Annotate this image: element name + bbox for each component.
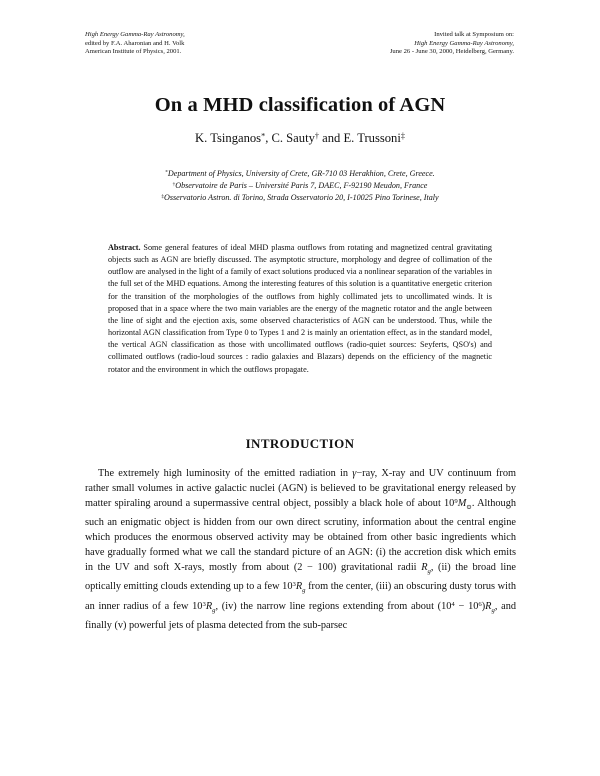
affiliation-text: Osservatorio Astron. di Torino, Strada Osservatorio 20, I-10025 Pino Torinese, Italy xyxy=(164,193,439,203)
math-subscript: g xyxy=(212,606,216,614)
math-exponent: 3 xyxy=(202,600,206,608)
math-symbol: M xyxy=(457,498,467,510)
affiliation-mark: * xyxy=(261,131,266,141)
affiliation-text: Department of Physics, University of Crete, GR-710 03 Herakhion, Crete, Greece. xyxy=(167,169,435,178)
math-symbol: R xyxy=(421,562,428,574)
math-symbol: γ xyxy=(352,468,357,479)
text-run: − 10 xyxy=(454,600,479,612)
journal-name: High Energy Gamma-Ray Astronomy, xyxy=(85,31,185,38)
talk-type-line: Invited talk at Symposium on: xyxy=(434,31,514,38)
math-exponent: 3 xyxy=(292,581,296,589)
math-subscript: g xyxy=(427,568,431,576)
math-subscript: g xyxy=(302,587,306,595)
text-run: . Although such an enigmatic object is hidden from our own direct scrutiny, information about the central engine which produces the enormous observed activity may be obtained from other basic ingredients which have gradually formed what we call the standard picture of an AGN: (i) the accretion disk which emits in the UV and soft X-rays, mostly from about (2 − 100) gravitational radii xyxy=(85,498,517,574)
text-run: −ray, X-ray and UV continuum from rather small volumes in active galactic nuclei (AGN) is believed to be gravitational energy released by matter spiraling around a supermassive central object, possibly a black hole of about 10 xyxy=(85,468,516,510)
author-name: E. Trussoni xyxy=(343,131,401,145)
introduction-paragraph xyxy=(85,466,516,633)
paper-title: On a MHD classification of AGN xyxy=(154,94,446,116)
affiliation-mark: ‡ xyxy=(400,131,405,141)
affiliation xyxy=(0,192,600,204)
symposium-name: High Energy Gamma-Ray Astronomy, xyxy=(414,39,514,47)
math-exponent: 9 xyxy=(454,498,458,506)
section-heading-introduction: INTRODUCTION xyxy=(245,436,355,451)
author-name: K. Tsinganos xyxy=(195,131,262,145)
author-list xyxy=(0,131,600,146)
affiliation-mark: * xyxy=(165,169,168,176)
abstract-text: Some general features of ideal MHD plasma outflows from rotating and magnetized central gravitating objects such as AGN are briefly discussed. The asymptotic structure, morphology and degree of collimation of the outflow are analysed in the light of a family of exact solutions produced via a nonlinear separation of the variables in the full set of the MHD equations. Among the interesting features of this solution is a quantitative energetic criterion for the transition of the morphologies of the outflows from highly collimated jets to uncollimated winds. It is proposed that in a space where the two main variables are the energy of the magnetic rotator and the angle between the line of sight and the ejection axis, some observed characteristics of AGN can be understood. Thus, while the horizontal AGN classification from Type 0 to Types 1 and 2 is mainly an orientation effect, as in the standard model, the vertical AGN classification as those with uncollimated outflows (radio-quiet sources: Seyferts, QSO's) and collimated outflows (radio-loud sources : radio galaxies and Blazars) depends on the efficiency of the magnetic rotator and the environment in which the outflows propagate. xyxy=(108,243,492,374)
journal-header-right xyxy=(390,31,514,57)
text-run: , and finally (v) powerful jets of plasma detected from the sub-parsec xyxy=(85,600,517,631)
math-symbol: R xyxy=(205,600,213,612)
text-run: The extremely high luminosity of the emitted radiation in xyxy=(98,468,353,479)
math-exponent: 4 xyxy=(451,600,455,608)
editors-line: edited by F.A. Aharonian and H. Volk xyxy=(85,39,185,47)
math-symbol: R xyxy=(485,600,492,612)
affiliation xyxy=(0,180,600,192)
journal-header-left xyxy=(85,31,185,57)
text-run: ) xyxy=(481,600,486,612)
author-name: C. Sauty xyxy=(271,131,315,145)
affiliation-text: Observatoire de Paris – Université Paris 7, DAEC, F-92190 Meudon, France xyxy=(175,181,428,191)
text-run: , (ii) the broad line optically emitting clouds extending up to a few 10 xyxy=(85,562,516,593)
symposium-date-place: June 26 - June 30, 2000, Heidelberg, Germany. xyxy=(389,48,514,56)
abstract xyxy=(108,242,492,376)
math-subscript: g xyxy=(491,606,495,614)
affiliation-mark: ‡ xyxy=(161,194,164,201)
math-symbol: R xyxy=(295,581,303,593)
affiliation-mark: † xyxy=(314,131,319,141)
publisher-line: American Institute of Physics, 2001. xyxy=(85,48,182,56)
text-run: from the center, (iii) an obscuring dusty torus with an inner radius of a few 10 xyxy=(85,581,516,612)
abstract-label: Abstract. xyxy=(108,243,141,252)
author-separator: , xyxy=(265,131,272,145)
text-run: , (iv) the narrow line regions extending from about (10 xyxy=(215,600,452,612)
math-exponent: 6 xyxy=(478,600,482,608)
affiliation xyxy=(0,168,600,180)
affiliation-mark: † xyxy=(172,181,176,188)
affiliation-list xyxy=(0,168,600,205)
author-separator: and xyxy=(318,131,344,145)
math-subscript: ⊙ xyxy=(466,504,472,512)
